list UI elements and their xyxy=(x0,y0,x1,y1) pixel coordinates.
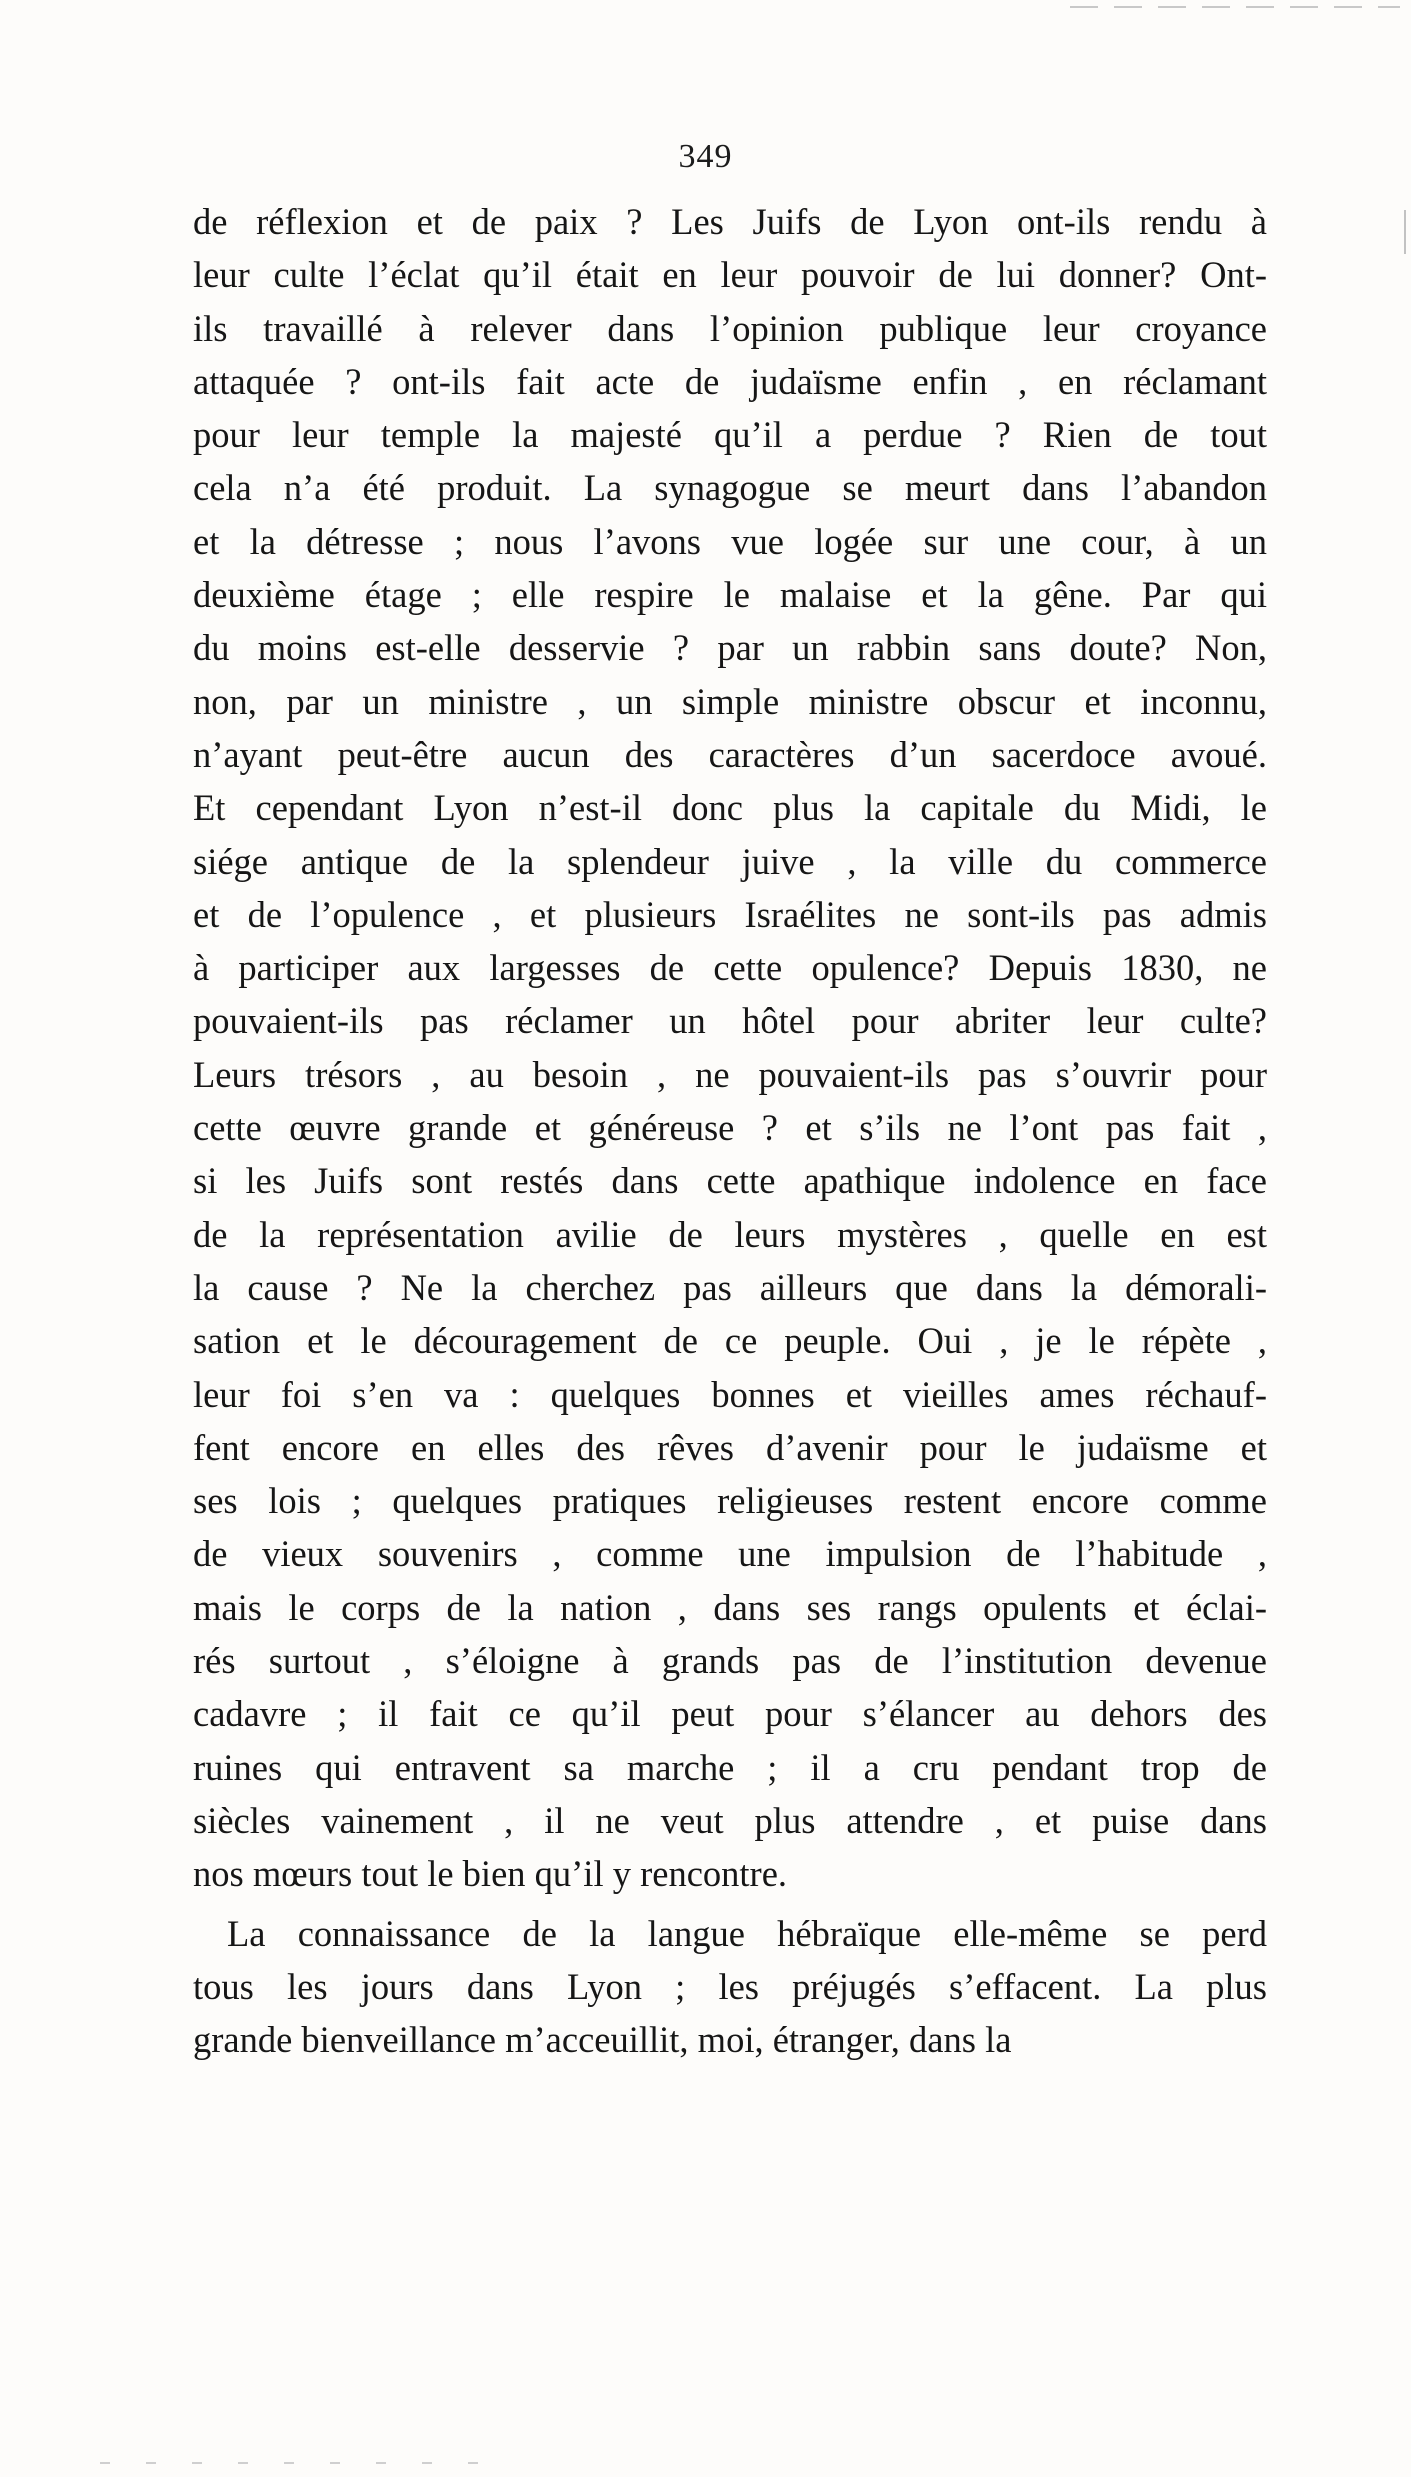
text-line: leur culte l’éclat qu’il était en leur pouvoir de lui donner? Ont- xyxy=(193,254,1267,296)
paragraph xyxy=(193,1907,1267,2067)
text-line: nos mœurs tout le bien qu’il y rencontre. xyxy=(193,1853,788,1895)
text-line: La connaissance de la langue hébraïque elle-même se perd xyxy=(227,1912,1267,1954)
text-line: deuxième étage ; elle respire le malaise et la gêne. Par qui xyxy=(193,574,1267,616)
paragraph xyxy=(193,195,1267,1901)
text-line: à participer aux largesses de cette opulence? Depuis 1830, ne xyxy=(193,947,1267,989)
text-line: pouvaient-ils pas réclamer un hôtel pour abriter leur culte? xyxy=(193,1000,1267,1042)
text-line: cela n’a été produit. La synagogue se meurt dans l’abandon xyxy=(193,467,1267,509)
text-line: de la représentation avilie de leurs mystères , quelle en est xyxy=(193,1213,1267,1255)
text-line: de vieux souvenirs , comme une impulsion de l’habitude , xyxy=(193,1533,1267,1575)
text-line: la cause ? Ne la cherchez pas ailleurs que dans la démorali- xyxy=(193,1266,1267,1308)
text-line: et la détresse ; nous l’avons vue logée sur une cour, à un xyxy=(193,520,1267,562)
text-line: pour leur temple la majesté qu’il a perdue ? Rien de tout xyxy=(193,414,1267,456)
text-line: du moins est-elle desservie ? par un rabbin sans doute? Non, xyxy=(193,627,1267,669)
text-line: et de l’opulence , et plusieurs Israélites ne sont-ils pas admis xyxy=(193,893,1267,935)
text-line: si les Juifs sont restés dans cette apathique indolence en face xyxy=(193,1160,1267,1202)
text-line: non, par un ministre , un simple ministre obscur et inconnu, xyxy=(193,680,1267,722)
text-line: fent encore en elles des rêves d’avenir pour le judaïsme et xyxy=(193,1426,1267,1468)
page-number: 349 xyxy=(678,138,733,175)
text-line: ses lois ; quelques pratiques religieuses restent encore comme xyxy=(193,1480,1267,1522)
text-line: mais le corps de la nation , dans ses rangs opulents et éclai- xyxy=(193,1586,1267,1628)
text-line: grande bienveillance m’acceuillit, moi, étranger, dans la xyxy=(193,2019,1012,2061)
text-line: n’ayant peut-être aucun des caractères d’un sacerdoce avoué. xyxy=(193,733,1267,775)
text-line: Et cependant Lyon n’est-il donc plus la capitale du Midi, le xyxy=(193,787,1267,829)
text-line: Leurs trésors , au besoin , ne pouvaient-ils pas s’ouvrir pour xyxy=(193,1053,1267,1095)
scan-edge-mark xyxy=(1404,210,1406,254)
text-line: sation et le découragement de ce peuple. Oui , je le répète , xyxy=(193,1320,1267,1362)
text-line: siècles vainement , il ne veut plus attendre , et puise dans xyxy=(193,1799,1267,1841)
text-line: cadavre ; il fait ce qu’il peut pour s’élancer au dehors des xyxy=(193,1693,1267,1735)
scan-edge-mark xyxy=(1070,6,1400,8)
text-line: cette œuvre grande et généreuse ? et s’ils ne l’ont pas fait , xyxy=(193,1107,1267,1149)
body-text xyxy=(193,195,1267,2066)
text-line: siége antique de la splendeur juive , la ville du commerce xyxy=(193,840,1267,882)
text-line: tous les jours dans Lyon ; les préjugés s’effacent. La plus xyxy=(193,1965,1267,2007)
text-line: ruines qui entravent sa marche ; il a cru pendant trop de xyxy=(193,1746,1267,1788)
text-line: ils travaillé à relever dans l’opinion publique leur croyance xyxy=(193,307,1267,349)
text-line: de réflexion et de paix ? Les Juifs de Lyon ont-ils rendu à xyxy=(193,201,1267,242)
scan-edge-mark xyxy=(100,2462,490,2464)
text-line: attaquée ? ont-ils fait acte de judaïsme enfin , en réclamant xyxy=(193,360,1267,402)
text-line: rés surtout , s’éloigne à grands pas de l’institution devenue xyxy=(193,1640,1267,1682)
text-line: leur foi s’en va : quelques bonnes et vieilles ames réchauf- xyxy=(193,1373,1267,1415)
